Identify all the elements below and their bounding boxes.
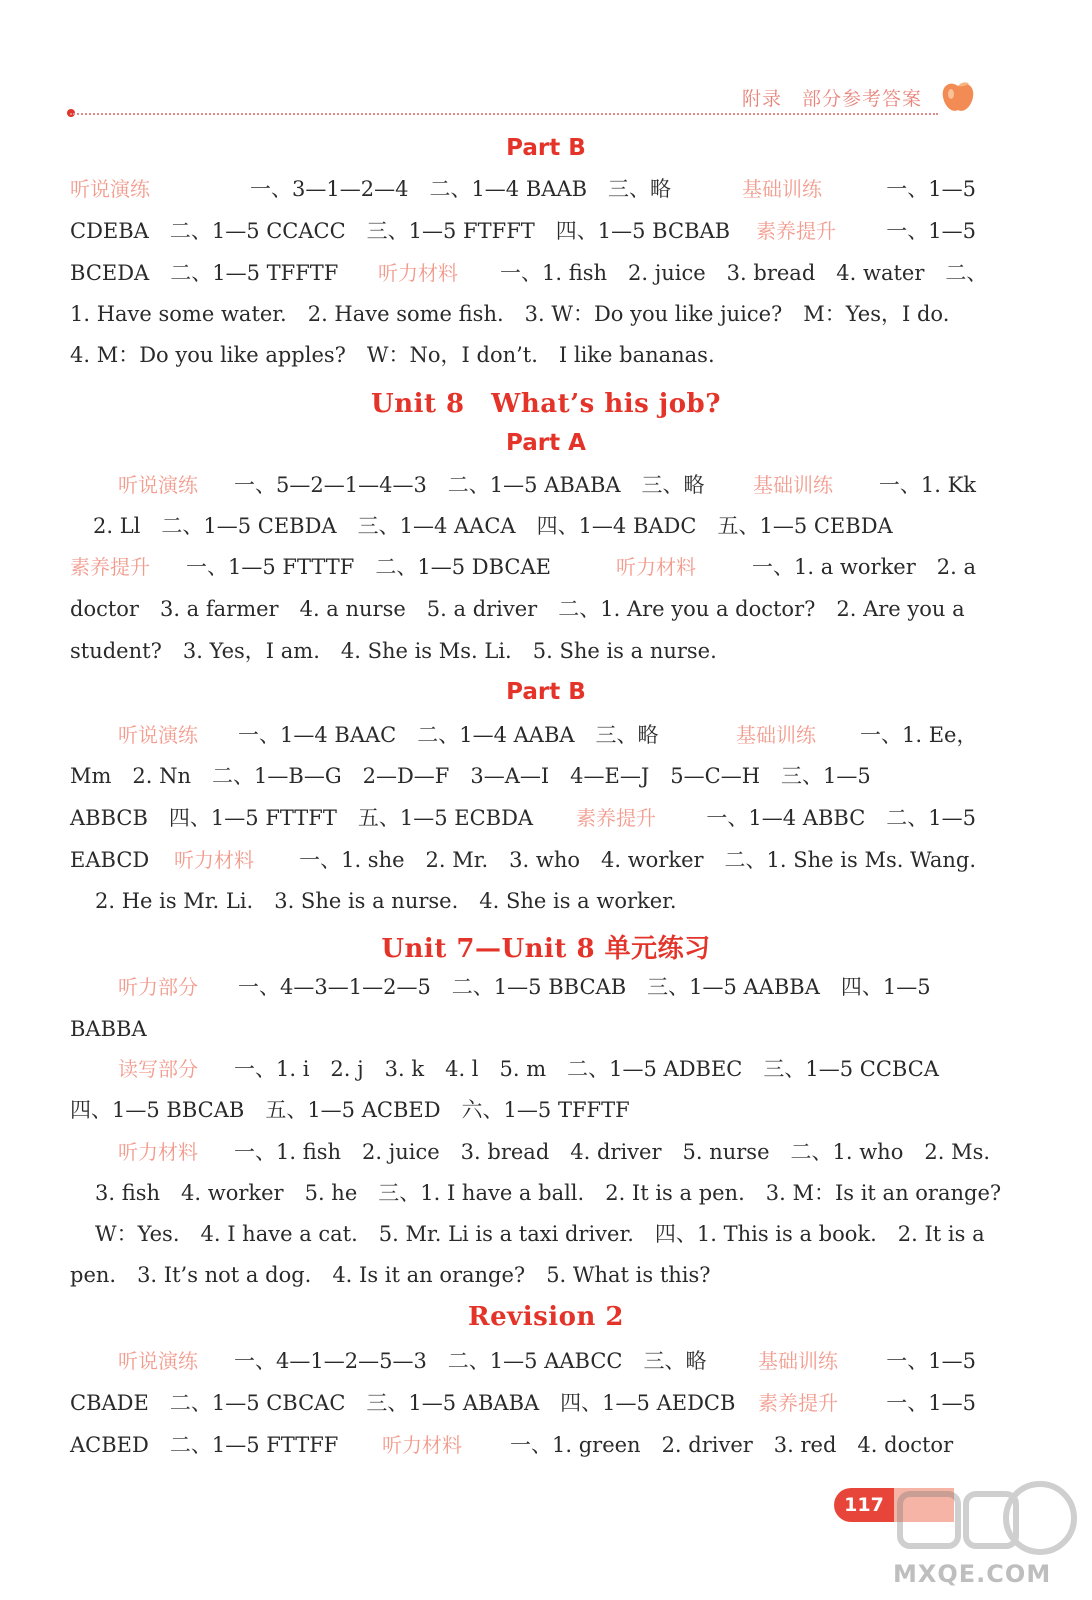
page-number: 117 xyxy=(834,1488,894,1522)
running-header xyxy=(742,84,922,111)
header-appendix: 附录 xyxy=(742,88,783,110)
u8a-line-3: 一、1—5 FTTTF 二、1—5 DBCAE xyxy=(186,555,551,579)
u7b-line-1-text: 一、3—1—2—4 二、1—4 BAAB 三、略 xyxy=(250,177,672,201)
u8a-line-1: 一、5—2—1—4—3 二、1—5 ABABA 三、略 xyxy=(234,473,705,497)
tag-material: 听力材料 xyxy=(118,1140,198,1164)
heading-u7-part-b: Part B xyxy=(506,135,586,161)
u78-line-5: 一、1. fish 2. juice 3. bread 4. driver 5. nurse 二、1. who 2. Ms. xyxy=(234,1140,991,1164)
u7b-line-5: 4. M：Do you like apples? W：No，I don’t. I like bananas. xyxy=(70,343,715,367)
heading-revision-2: Revision 2 xyxy=(467,1302,625,1332)
u8b-line-3-end: 一、1—4 ABBC 二、1—5 xyxy=(706,806,976,830)
u8a-line-5: student? 3. Yes，I am. 4. She is Ms. Li. 5. She is a nurse. xyxy=(70,639,717,663)
u8b-line-4: EABCD xyxy=(70,848,150,872)
tag-listen-speak: 听说演练 xyxy=(118,1349,198,1373)
rev2-line-3: ACBED 二、1—5 FTTFF xyxy=(70,1433,339,1457)
heading-unit-7-8-review: Unit 7—Unit 8 单元练习 xyxy=(381,934,711,964)
apple-icon xyxy=(938,76,978,116)
tag-material: 听力材料 xyxy=(382,1433,462,1457)
tag-material: 听力材料 xyxy=(616,555,696,579)
tag-listening: 听力部分 xyxy=(118,975,198,999)
tag-material: 听力材料 xyxy=(378,261,458,285)
u8b-line-1: 一、1—4 BAAC 二、1—4 AABA 三、略 xyxy=(238,723,659,747)
header-divider xyxy=(70,113,938,115)
tag-listen-speak: 听说演练 xyxy=(70,177,150,201)
tag-literacy: 素养提升 xyxy=(758,1391,838,1415)
u78-line-2: BABBA xyxy=(70,1017,147,1041)
rev2-line-3-end: 一、1. green 2. driver 3. red 4. doctor xyxy=(510,1433,954,1457)
rev2-line-1: 一、4—1—2—5—3 二、1—5 AABCC 三、略 xyxy=(234,1349,707,1373)
watermark-text: MXQE.COM xyxy=(893,1560,1052,1588)
u7b-line-2-end: 一、1—5 xyxy=(886,219,976,243)
tag-literacy: 素养提升 xyxy=(576,806,656,830)
header-title: 部分参考答案 xyxy=(802,88,923,110)
u8a-line-1-end: 一、1. Kk xyxy=(878,473,976,497)
tag-basic: 基础训练 xyxy=(736,723,816,747)
heading-unit-8: Unit 8 What’s his job? xyxy=(371,389,721,419)
u7b-line-3: BCEDA 二、1—5 TFFTF xyxy=(70,261,339,285)
tag-material: 听力材料 xyxy=(174,848,254,872)
u78-line-6: 3. fish 4. worker 5. he 三、1. I have a ball. 2. It is a pen. 3. M：Is it an orange? xyxy=(95,1181,1002,1205)
u8b-line-1-end: 一、1. Ee， xyxy=(860,723,978,747)
tag-listen-speak: 听说演练 xyxy=(118,473,198,497)
u8b-line-4-end: 一、1. she 2. Mr. 3. who 4. worker 二、1. She is Ms. Wang. xyxy=(299,848,976,872)
u7b-line-3-end: 一、1. fish 2. juice 3. bread 4. water 二、 xyxy=(500,261,988,285)
u7b-line-2: CDEBA 二、1—5 CCACC 三、1—5 FTFFT 四、1—5 BCBAB xyxy=(70,219,731,243)
u7b-line-4: 1. Have some water. 2. Have some fish. 3. W：Do you like juice? M：Yes，I do. xyxy=(70,302,950,326)
tag-listen-speak: 听说演练 xyxy=(118,723,198,747)
u78-line-4: 四、1—5 BBCAB 五、1—5 ACBED 六、1—5 TFFTF xyxy=(70,1098,630,1122)
u8a-line-3-end: 一、1. a worker 2. a xyxy=(752,555,976,579)
tag-literacy: 素养提升 xyxy=(756,219,836,243)
u78-line-1: 一、4—3—1—2—5 二、1—5 BBCAB 三、1—5 AABBA 四、1—5 xyxy=(238,975,931,999)
heading-u8-part-b: Part B xyxy=(506,679,586,705)
u8a-line-4: doctor 3. a farmer 4. a nurse 5. a driver 二、1. Are you a doctor? 2. Are you a xyxy=(70,597,965,621)
tag-basic: 基础训练 xyxy=(758,1349,838,1373)
u8b-line-2: Mm 2. Nn 二、1—B—G 2—D—F 3—A—I 4—E—J 5—C—H 三、1—5 xyxy=(70,764,871,788)
u8b-line-5: 2. He is Mr. Li. 3. She is a nurse. 4. She is a worker. xyxy=(95,889,677,913)
u78-line-7: W：Yes. 4. I have a cat. 5. Mr. Li is a taxi driver. 四、1. This is a book. 2. It is a xyxy=(95,1222,985,1246)
tag-reading-writing: 读写部分 xyxy=(118,1057,198,1081)
rev2-line-2-end: 一、1—5 xyxy=(886,1391,976,1415)
u8b-line-3: ABBCB 四、1—5 FTTFT 五、1—5 ECBDA xyxy=(70,806,534,830)
tag-basic: 基础训练 xyxy=(753,473,833,497)
u78-line-8: pen. 3. It’s not a dog. 4. Is it an orange? 5. What is this? xyxy=(70,1263,711,1287)
tag-basic: 基础训练 xyxy=(742,177,822,201)
tag-literacy: 素养提升 xyxy=(70,555,150,579)
u7b-line-1-end: 一、1—5 xyxy=(886,177,976,201)
u78-line-3: 一、1. i 2. j 3. k 4. l 5. m 二、1—5 ADBEC 三、1—5 CCBCA xyxy=(234,1057,939,1081)
rev2-line-1-end: 一、1—5 xyxy=(886,1349,976,1373)
heading-u8-part-a: Part A xyxy=(506,430,586,456)
u8a-line-2: 2. Ll 二、1—5 CEBDA 三、1—4 AACA 四、1—4 BADC 五、1—5 CEBDA xyxy=(93,514,893,538)
rev2-line-2: CBADE 二、1—5 CBCAC 三、1—5 ABABA 四、1—5 AEDCB xyxy=(70,1391,736,1415)
